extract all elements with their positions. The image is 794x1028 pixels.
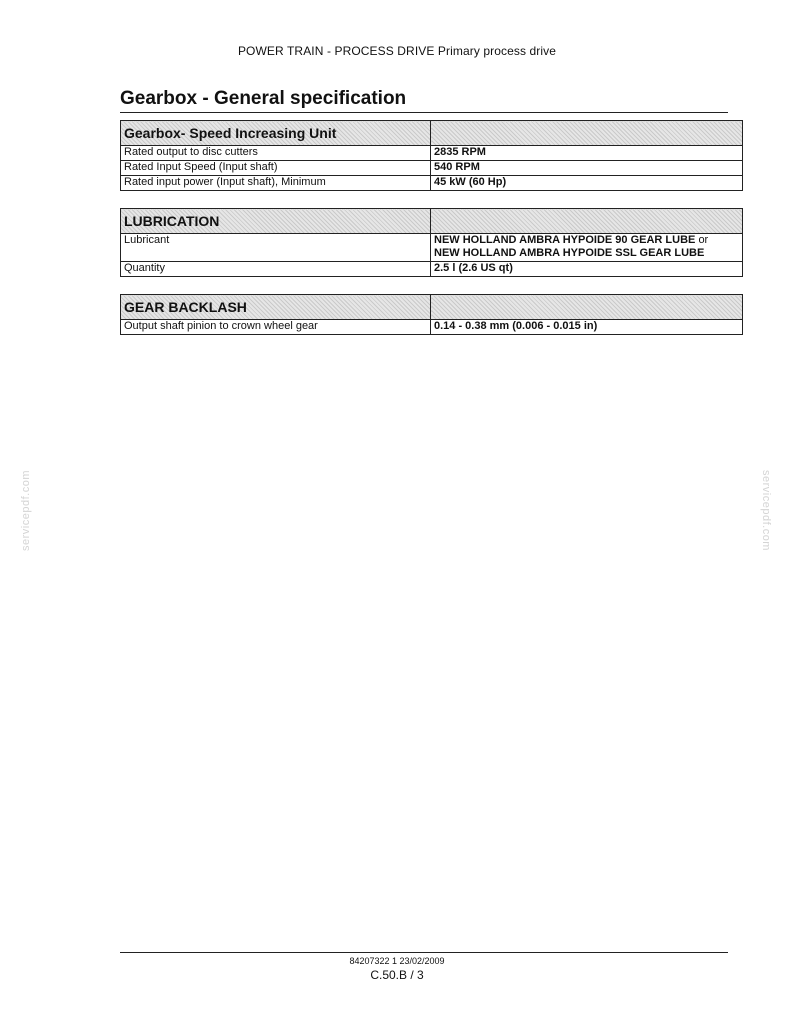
table-row [121, 262, 743, 277]
watermark-right: servicepdf.com [760, 470, 772, 551]
spec-value: 2835 RPM [431, 146, 743, 161]
lubricant-option-1 [434, 234, 739, 247]
spec-label: Rated input power (Input shaft), Minimum [121, 176, 431, 191]
spec-label: Rated output to disc cutters [121, 146, 431, 161]
table-heading-row [121, 121, 743, 146]
spec-value: 0.14 - 0.38 mm (0.006 - 0.015 in) [431, 320, 743, 335]
running-header: POWER TRAIN - PROCESS DRIVE Primary process drive [237, 44, 557, 58]
table-heading: LUBRICATION [121, 209, 431, 234]
spec-label: Rated Input Speed (Input shaft) [121, 161, 431, 176]
lubricant-name-1: NEW HOLLAND AMBRA HYPOIDE 90 GEAR LUBE [434, 234, 696, 246]
spec-label: Lubricant [121, 234, 431, 262]
watermark-left: servicepdf.com [20, 470, 32, 551]
table-heading-blank [431, 295, 743, 320]
table-heading: Gearbox- Speed Increasing Unit [121, 121, 431, 146]
lubricant-option-2: NEW HOLLAND AMBRA HYPOIDE SSL GEAR LUBE [434, 247, 705, 259]
spec-label: Quantity [121, 262, 431, 277]
table-row [121, 320, 743, 335]
page-title-block [120, 88, 728, 113]
page-title: Gearbox - General specification [120, 88, 407, 109]
table-row [121, 161, 743, 176]
footer-divider [120, 952, 728, 953]
table-row [121, 176, 743, 191]
spec-value [431, 234, 743, 262]
speed-unit-table [120, 120, 743, 191]
table-heading: GEAR BACKLASH [121, 295, 431, 320]
table-heading-blank [431, 209, 743, 234]
lubricant-or: or [698, 234, 709, 246]
backlash-table [120, 294, 743, 335]
table-row [121, 146, 743, 161]
table-heading-row [121, 209, 743, 234]
spec-value: 45 kW (60 Hp) [431, 176, 743, 191]
spec-value: 2.5 l (2.6 US qt) [431, 262, 743, 277]
lubrication-table [120, 208, 743, 277]
spec-value: 540 RPM [431, 161, 743, 176]
page-number: C.50.B / 3 [370, 968, 424, 982]
footer-doc-ref: 84207322 1 23/02/2009 [349, 956, 445, 966]
table-heading-blank [431, 121, 743, 146]
table-heading-row [121, 295, 743, 320]
table-row [121, 234, 743, 262]
spec-label: Output shaft pinion to crown wheel gear [121, 320, 431, 335]
